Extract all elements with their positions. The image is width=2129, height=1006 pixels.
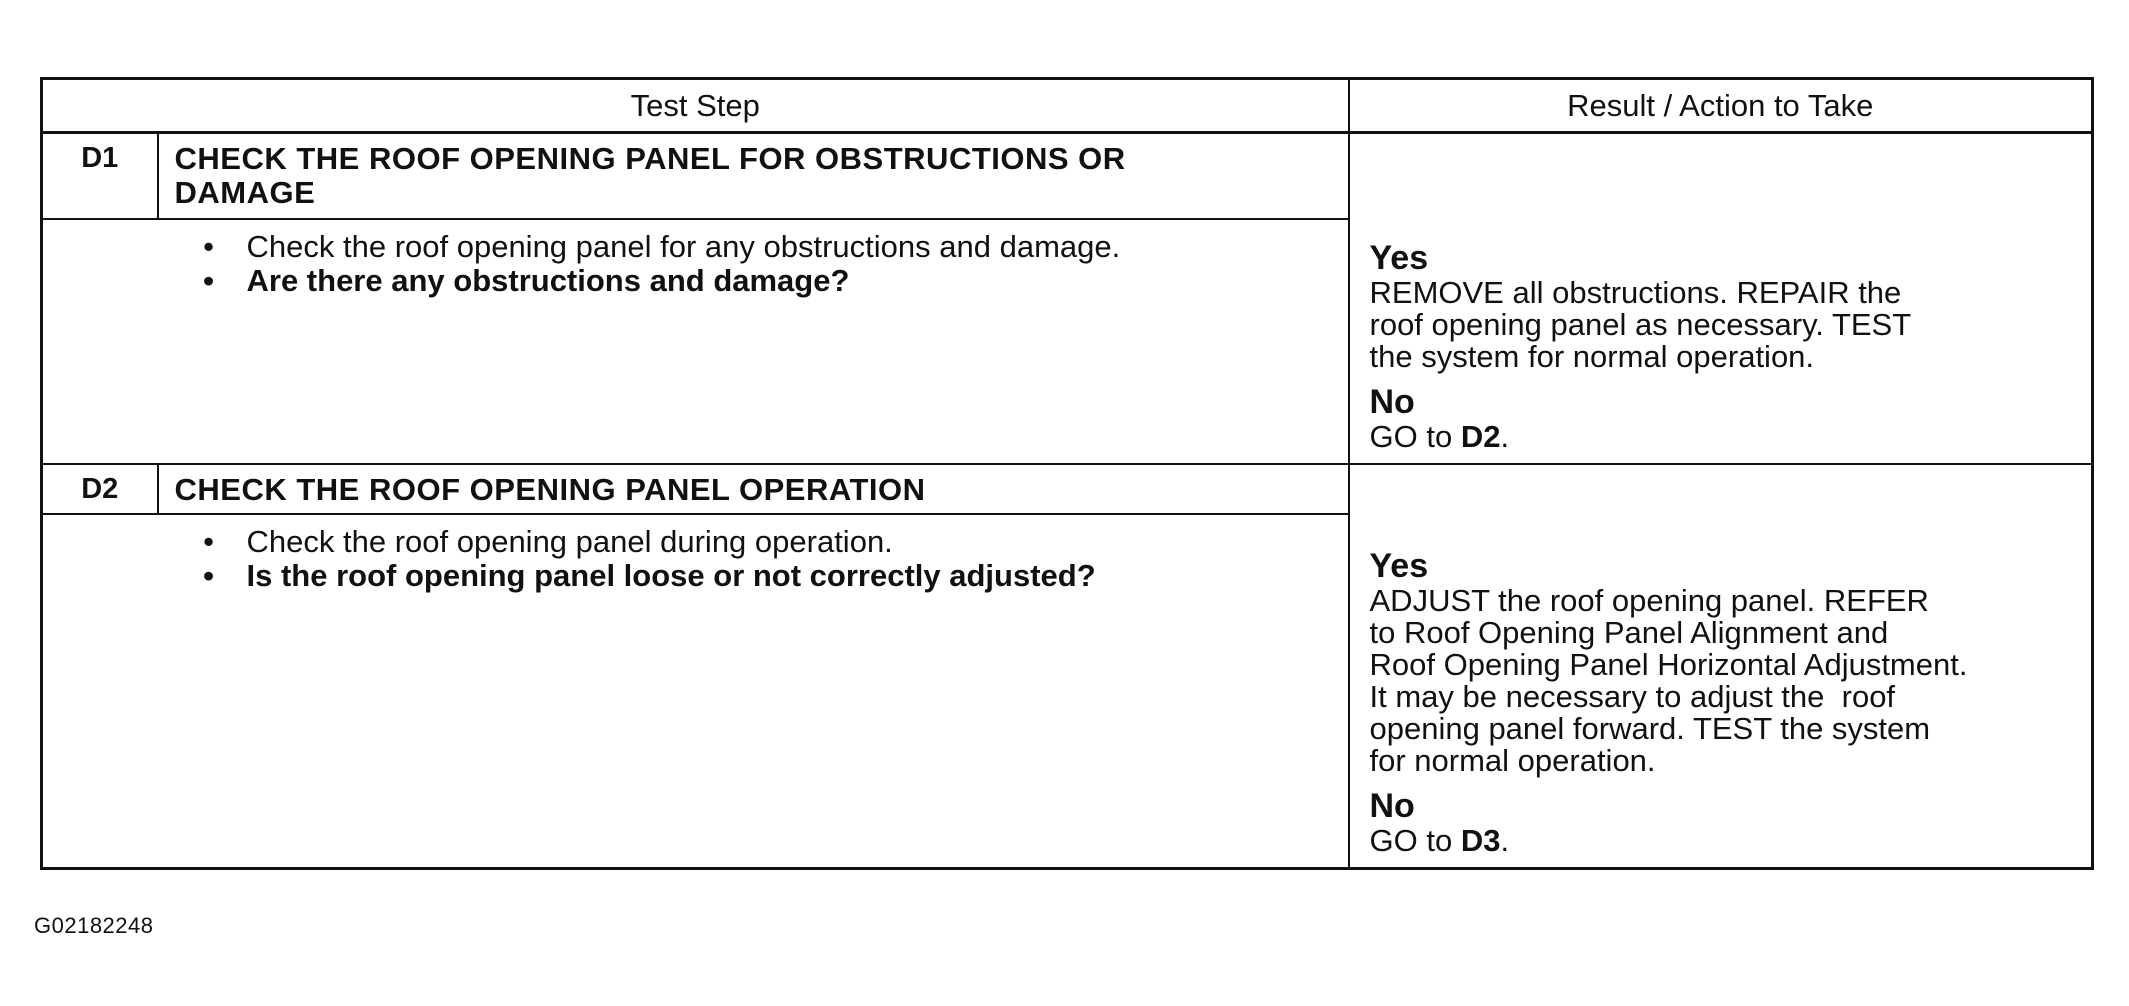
result-cell [1349, 464, 2093, 869]
result-yes-label: Yes [1369, 238, 1429, 277]
result-line: to Roof Opening Panel Alignment and [1369, 615, 1889, 650]
step-instruction [199, 525, 1328, 559]
result-line: Roof Opening Panel Horizontal Adjustment. [1369, 647, 1968, 682]
instruction-text: Check the roof opening panel for any obstructions and damage. [246, 228, 1121, 264]
result-yes-label: Yes [1369, 547, 1429, 585]
step-id: D2 [42, 464, 158, 514]
diagnostic-table [40, 77, 2094, 870]
figure-id: G02182248 [34, 913, 154, 938]
step-id: D1 [42, 133, 158, 219]
step-instruction [199, 230, 1328, 264]
bullet-icon: • [203, 557, 214, 593]
result-line: roof opening panel as necessary. TEST [1369, 306, 1912, 342]
step-id-spacer [42, 219, 158, 464]
step-title-line: CHECK THE ROOF OPENING PANEL OPERATION [174, 471, 926, 507]
result-line: for normal operation. [1369, 743, 1656, 778]
header-result-action: Result / Action to Take [1349, 79, 2093, 133]
step-title-line: DAMAGE [174, 175, 316, 210]
question-text: Are there any obstructions and damage? [246, 262, 850, 298]
goto-step-ref: D3 [1460, 823, 1501, 858]
step-body [158, 514, 1349, 869]
header-test-step: Test Step [42, 79, 1349, 133]
result-line: the system for normal operation. [1369, 338, 1815, 374]
result-line: It may be necessary to adjust the roof [1369, 679, 1896, 714]
goto-step-ref: D2 [1460, 418, 1501, 454]
step-bullets [199, 230, 1328, 298]
bullet-icon: • [203, 523, 214, 559]
bullet-icon: • [203, 228, 214, 264]
goto-suffix: . [1500, 823, 1510, 858]
result-line: ADJUST the roof opening panel. REFER [1369, 583, 1929, 618]
step-title-line: CHECK THE ROOF OPENING PANEL FOR OBSTRUCTIONS OR [174, 141, 1126, 176]
question-text: Is the roof opening panel loose or not correctly adjusted? [246, 557, 1096, 593]
step-question [199, 559, 1328, 593]
goto-suffix: . [1500, 418, 1510, 454]
result-no-label: No [1369, 382, 1415, 421]
step-body [158, 219, 1349, 464]
step-title [158, 464, 1349, 514]
result-no-text [1370, 825, 2084, 857]
goto-prefix: GO to [1369, 823, 1461, 858]
step-title-row [42, 133, 2093, 219]
header-row [42, 79, 2093, 133]
result-line: REMOVE all obstructions. REPAIR the [1369, 274, 1902, 310]
step-title-row [42, 464, 2093, 514]
step-question [199, 264, 1328, 298]
bullet-icon: • [203, 262, 214, 298]
result-no-text [1369, 418, 2084, 454]
instruction-text: Check the roof opening panel during operation. [246, 523, 893, 559]
result-cell [1349, 133, 2093, 464]
result-yes-text [1370, 585, 2084, 777]
goto-prefix: GO to [1369, 418, 1461, 454]
result-no-label: No [1369, 787, 1415, 825]
result-yes-text [1369, 274, 2084, 374]
step-title [158, 133, 1349, 219]
result-line: opening panel forward. TEST the system [1369, 711, 1931, 746]
step-id-spacer [42, 514, 158, 869]
step-bullets [199, 525, 1328, 593]
